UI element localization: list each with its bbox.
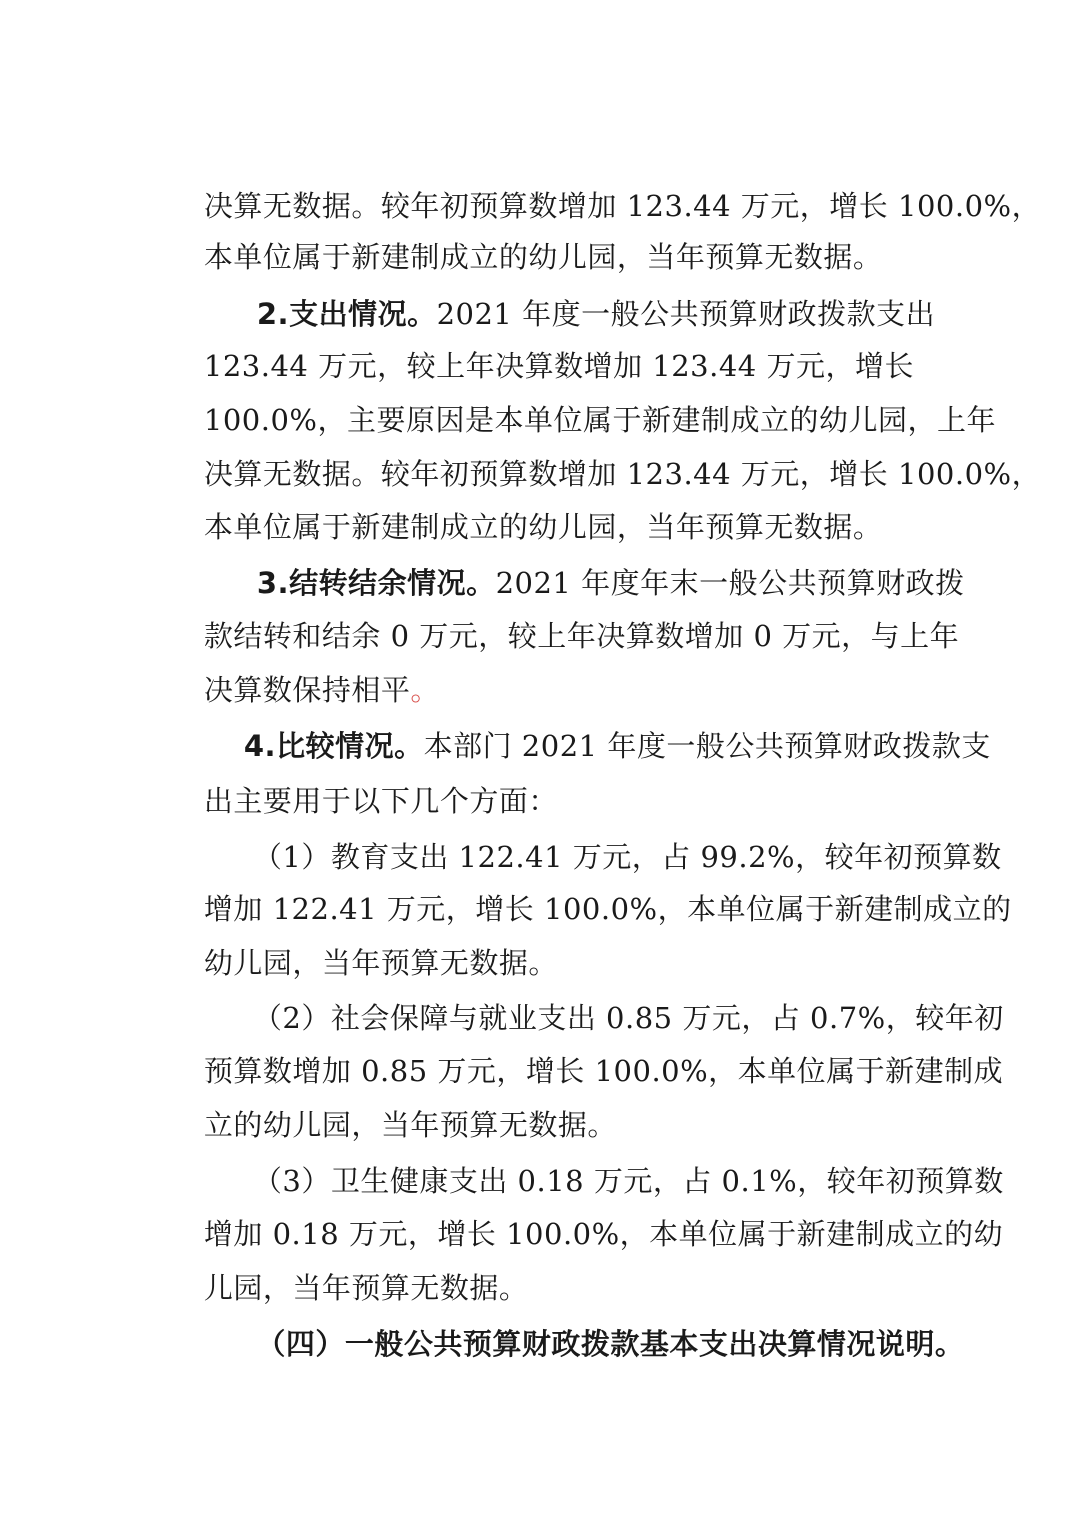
line-text: 增加 122.41 万元，增长 100.0%，本单位属于新建制成立的 xyxy=(203,892,1012,926)
line-text: 本单位属于新建制成立的幼儿园，当年预算无数据。 xyxy=(203,510,883,544)
line-text: 本单位属于新建制成立的幼儿园，当年预算无数据。 xyxy=(203,240,883,274)
line-text: （3）卫生健康支出 0.18 万元，占 0.1%，较年初预算数 xyxy=(252,1164,1004,1198)
line-text: 立的幼儿园，当年预算无数据。 xyxy=(203,1108,617,1142)
line-text: 幼儿园，当年预算无数据。 xyxy=(203,946,558,980)
line-text: 123.44 万元，较上年决算数增加 123.44 万元，增长 xyxy=(203,349,914,383)
line-text: 出主要用于以下几个方面： xyxy=(203,784,558,818)
line-text: 儿园，当年预算无数据。 xyxy=(203,1271,529,1305)
line-text: 决算无数据。较年初预算数增加 123.44 万元，增长 100.0%， xyxy=(203,189,1042,223)
section-4-title: 4.比较情况。 xyxy=(243,729,424,763)
section-3-title: 3.结转结余情况。 xyxy=(256,566,496,600)
line-text: 2021 年度年末一般公共预算财政拨 xyxy=(495,566,965,600)
line-text: 决算无数据。较年初预算数增加 123.44 万元，增长 100.0%， xyxy=(203,457,1042,491)
red-period: 。 xyxy=(410,673,440,707)
line-text: （1）教育支出 122.41 万元，占 99.2%，较年初预算数 xyxy=(252,840,1002,874)
line-text: 增加 0.18 万元，增长 100.0%，本单位属于新建制成立的幼 xyxy=(203,1217,1004,1251)
section-four-heading xyxy=(214,1284,964,1404)
heading-text: （四）一般公共预算财政拨款基本支出决算情况说明。 xyxy=(256,1327,965,1361)
section-2-title: 2.支出情况。 xyxy=(256,297,437,331)
line-text: （2）社会保障与就业支出 0.85 万元，占 0.7%，较年初 xyxy=(252,1001,1004,1035)
line-text: 款结转和结余 0 万元，较上年决算数增加 0 万元，与上年 xyxy=(203,619,960,653)
line-text: 本部门 2021 年度一般公共预算财政拨款支 xyxy=(423,729,991,763)
line-text: 2021 年度一般公共预算财政拨款支出 xyxy=(436,297,936,331)
line-text: 决算数保持相平 xyxy=(203,673,411,707)
line-text: 100.0%，主要原因是本单位属于新建制成立的幼儿园，上年 xyxy=(203,403,996,437)
line-text: 预算数增加 0.85 万元，增长 100.0%，本单位属于新建制成 xyxy=(203,1054,1004,1088)
